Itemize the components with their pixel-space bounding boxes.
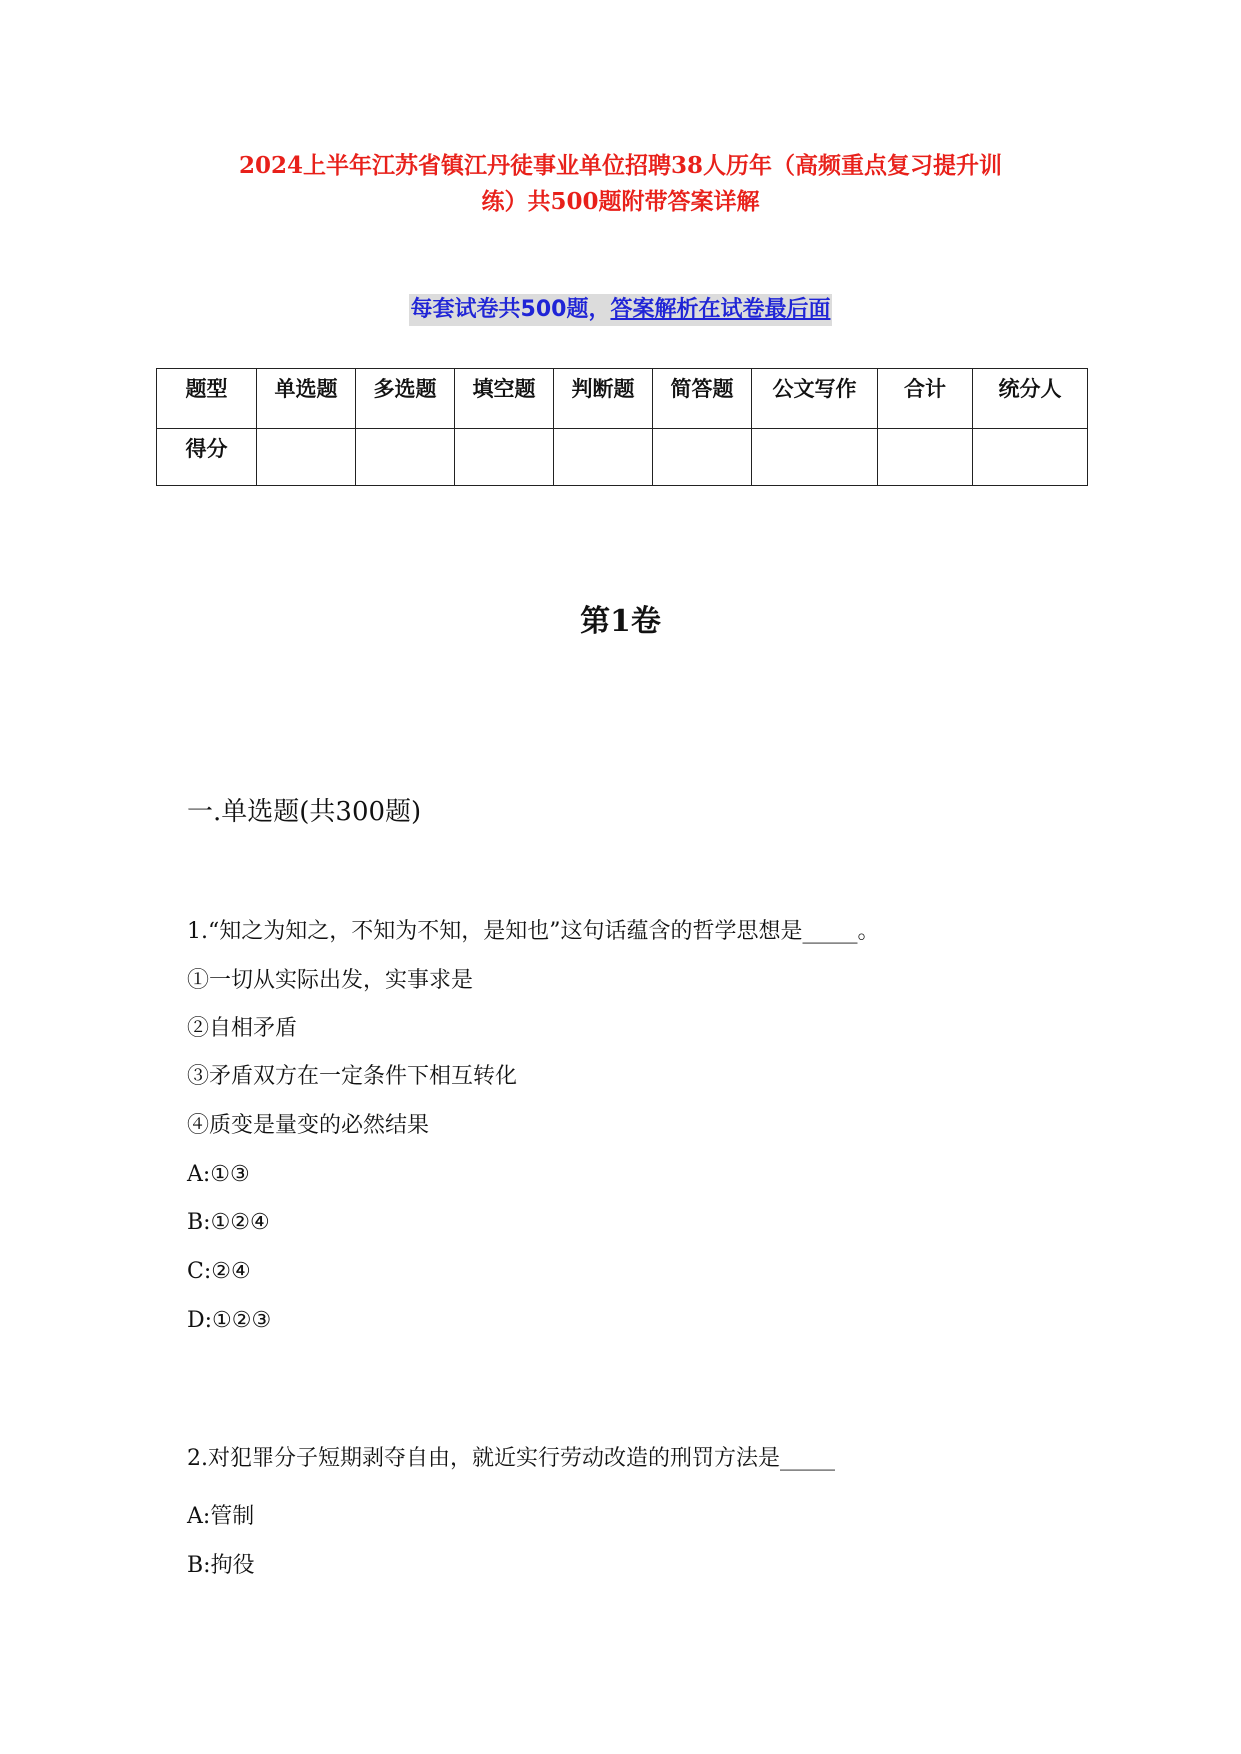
score-cell [257, 429, 356, 486]
header-cell-short-answer: 简答题 [653, 369, 752, 429]
subtitle-part-2: 答案解析在试卷最后面 [610, 297, 831, 322]
question-2-option-b: B:拘役 [187, 1553, 255, 1578]
subtitle-part-1: 每套试卷共500题， [410, 297, 611, 322]
score-table-score-row [157, 429, 1088, 486]
question-1-item: ④质变是量变的必然结果 [187, 1113, 430, 1138]
question-1-option-a: A:①③ [187, 1162, 250, 1187]
header-cell-type: 题型 [157, 369, 257, 429]
score-cell [653, 429, 752, 486]
question-1-item: ①一切从实际出发，实事求是 [187, 968, 474, 993]
score-table-header-row [157, 369, 1088, 429]
header-cell-single-choice: 单选题 [257, 369, 356, 429]
score-cell [878, 429, 973, 486]
header-cell-fill-blank: 填空题 [455, 369, 554, 429]
header-cell-total: 合计 [878, 369, 973, 429]
header-cell-true-false: 判断题 [554, 369, 653, 429]
score-row-label: 得分 [157, 429, 257, 486]
question-1-stem: 1.“知之为知之，不知为不知，是知也”这句话蕴含的哲学思想是_____。 [187, 919, 880, 944]
volume-title: 第1卷 [580, 604, 661, 639]
document-title [200, 148, 1041, 220]
question-1-option-c: C:②④ [187, 1259, 251, 1284]
subtitle-container [0, 294, 1241, 326]
question-1-item: ③矛盾双方在一定条件下相互转化 [187, 1064, 518, 1089]
header-cell-multiple-choice: 多选题 [356, 369, 455, 429]
header-cell-scorer: 统分人 [973, 369, 1088, 429]
subtitle [409, 294, 833, 326]
question-1-option-b: B:①②④ [187, 1210, 270, 1235]
score-cell [554, 429, 653, 486]
score-cell [455, 429, 554, 486]
title-line-2: 练）共500题附带答案详解 [481, 188, 760, 215]
section-title: 一.单选题(共300题) [187, 797, 422, 827]
score-cell [973, 429, 1088, 486]
score-cell [752, 429, 878, 486]
question-2-option-a: A:管制 [187, 1504, 255, 1529]
question-1-item: ②自相矛盾 [187, 1016, 298, 1041]
question-2-stem: 2.对犯罪分子短期剥夺自由，就近实行劳动改造的刑罚方法是_____ [187, 1446, 835, 1471]
score-cell [356, 429, 455, 486]
header-cell-official-writing: 公文写作 [752, 369, 878, 429]
title-line-1: 2024上半年江苏省镇江丹徒事业单位招聘38人历年（高频重点复习提升训 [238, 152, 1003, 179]
question-1-option-d: D:①②③ [187, 1308, 272, 1333]
score-table [156, 368, 1088, 486]
